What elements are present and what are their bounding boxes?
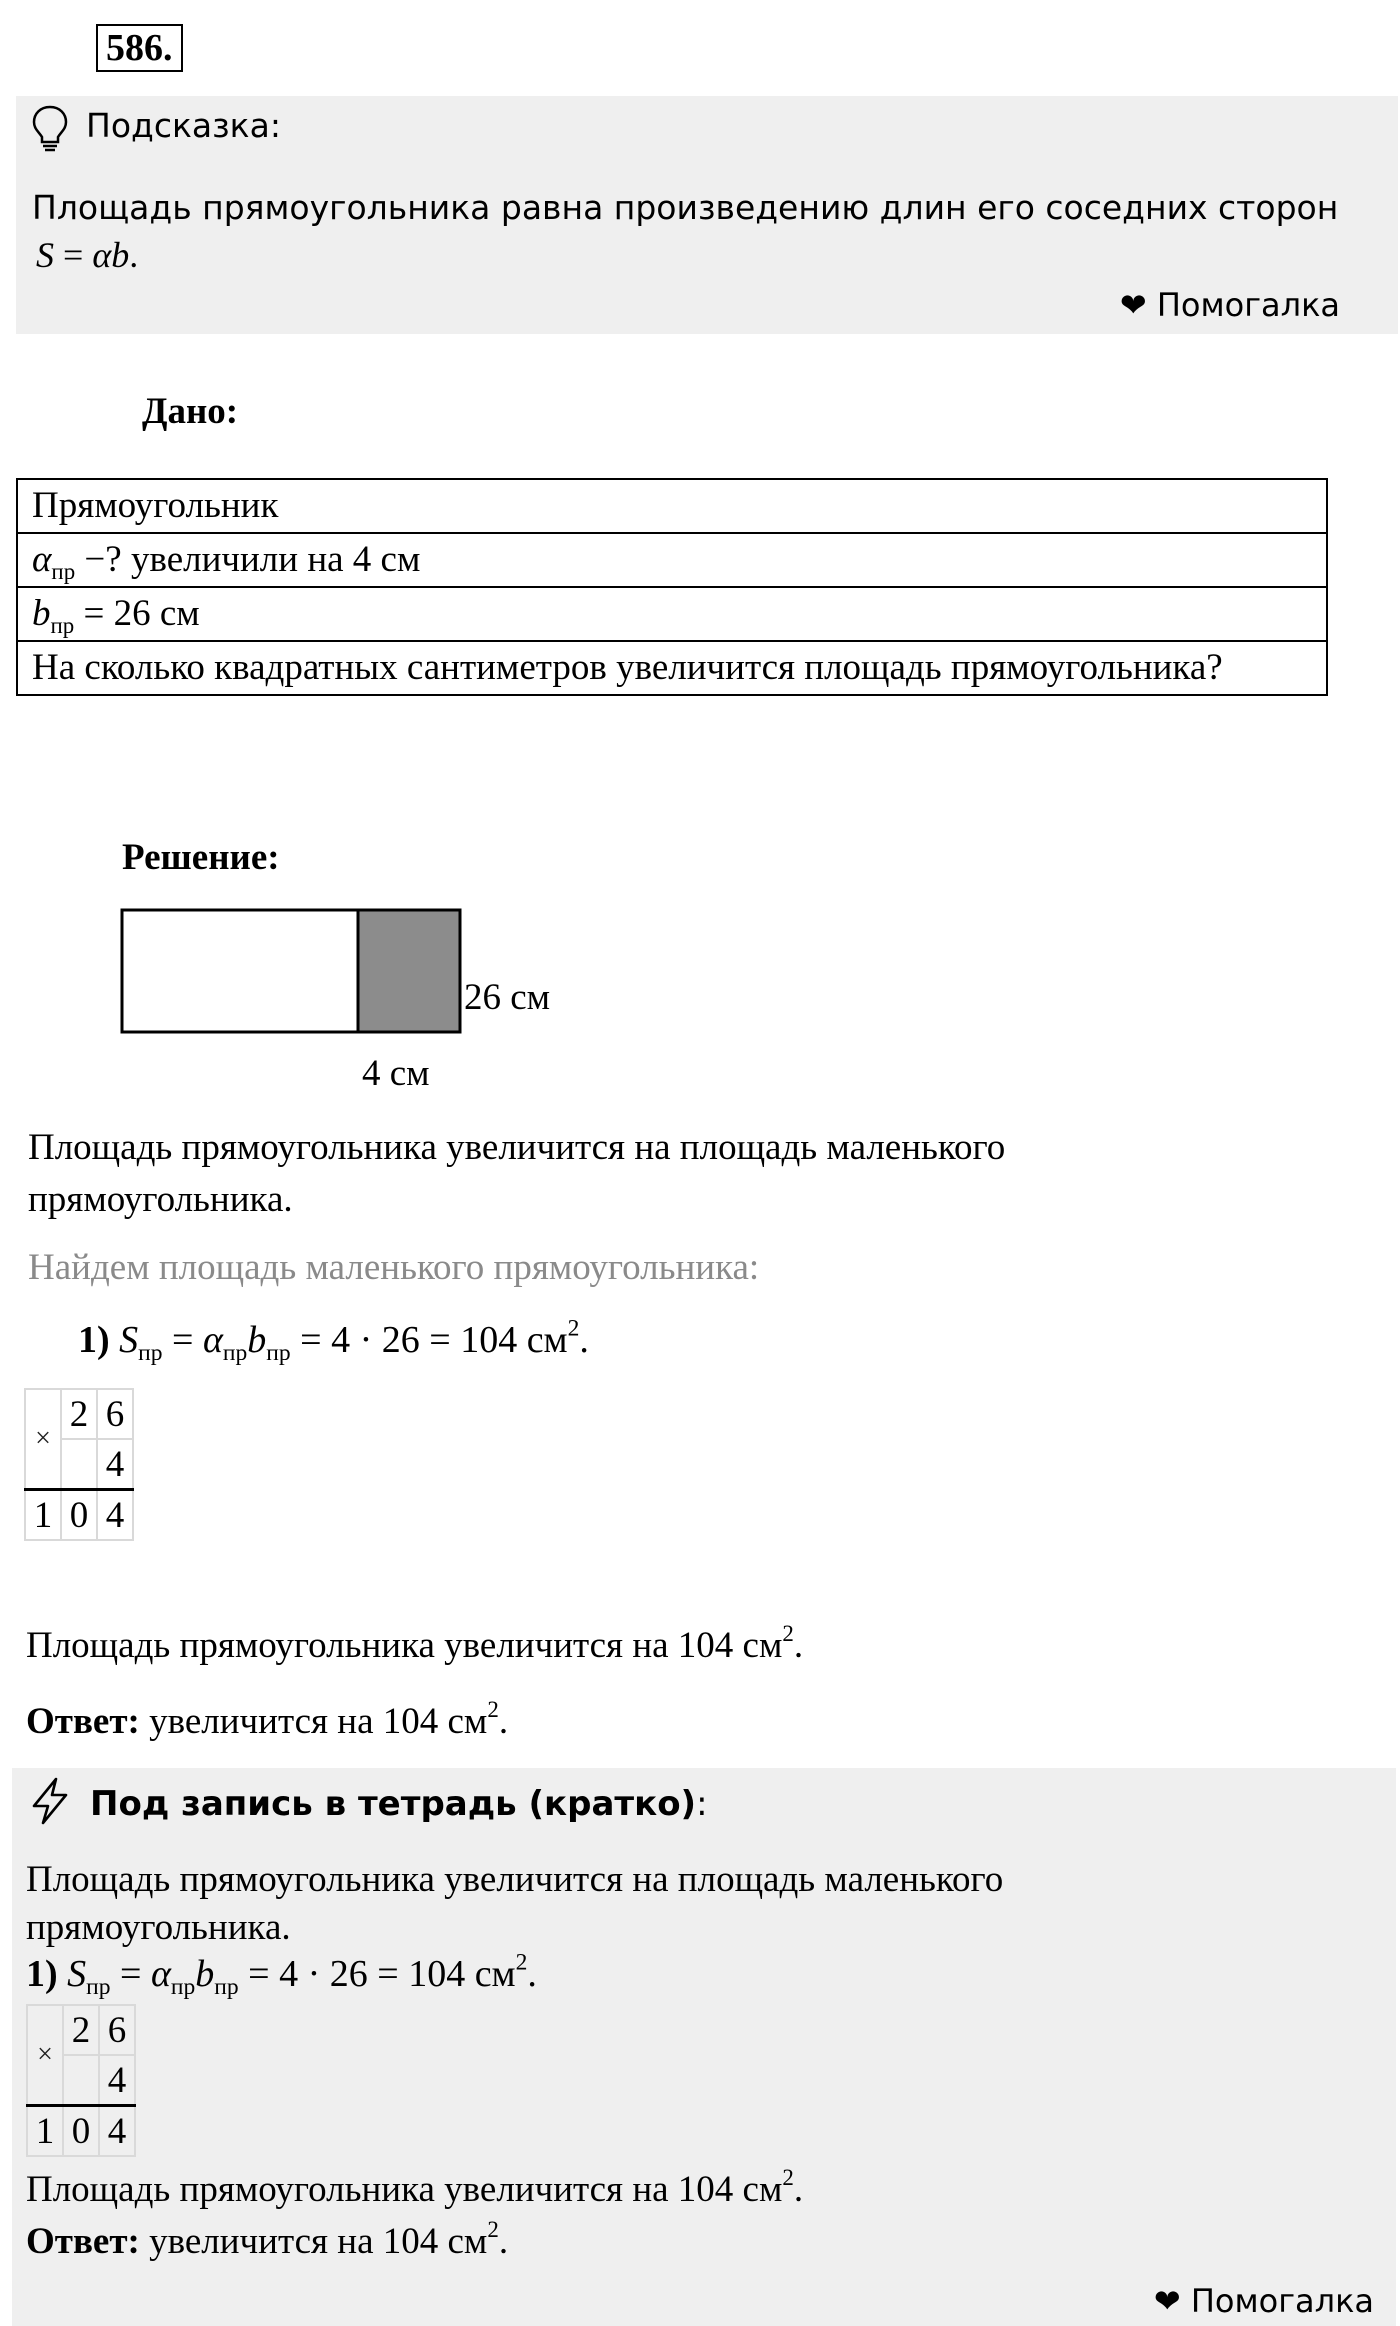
given-text: −? увеличили на 4 см [75,539,421,580]
given-symbol: b [32,593,51,634]
result-sup: 2 [782,1620,794,1646]
step-sub: пр [86,1974,111,2001]
formula-ab: αb [92,235,130,275]
answer-text: увеличится на 104 см [139,2221,488,2262]
given-cell [17,587,1327,641]
mult-cell: 0 [63,2106,99,2157]
step-calc: = 4 · 26 = 104 см [238,1953,516,1995]
step-sub: пр [214,1974,239,2001]
mult-cell: 2 [63,2005,99,2055]
formula-eq: = [54,235,93,275]
side-b-label: 26 см [464,977,551,1018]
result-text: Площадь прямоугольника увеличится на 104 см [26,1625,783,1666]
solution-subheading: Найдем площадь маленького прямоугольника: [28,1247,760,1288]
given-row [17,587,1327,641]
mult-cell: 2 [61,1389,97,1439]
step-number: 1) [26,1953,58,1995]
notebook-title [90,1784,708,1824]
solution-text: Площадь прямоугольника увеличится на площадь маленького прямоугольника. [28,1127,1006,1220]
credit-label: Помогалка [1156,286,1340,324]
result-end: . [793,2169,804,2210]
mult-row [25,1389,133,1439]
formula-end: . [129,235,139,275]
step-calc: = 4 · 26 = 104 см [290,1319,568,1361]
step-s: S [119,1319,139,1361]
notebook-step [26,1949,537,2001]
step-end: . [527,1953,537,1995]
mult-result-row [27,2106,135,2157]
mult-cell: 1 [27,2106,63,2157]
solution-answer [26,1696,509,1743]
notebook-text: Площадь прямоугольника увеличится на площадь маленького прямоугольника. [26,1859,1004,1948]
step-sub: пр [266,1340,291,1367]
given-text: = 26 см [74,593,200,634]
lightbulb-icon [30,104,70,152]
formula-s: S [36,235,54,275]
column-multiplication [26,2004,136,2157]
big-rectangle [122,910,358,1032]
given-heading: Дано: [142,391,239,432]
task-number: 586. [96,24,183,72]
solution-result [26,1620,804,1667]
step-end: . [579,1319,589,1361]
mult-result-row [25,1490,133,1541]
mult-row [27,2005,135,2055]
mult-cell: 4 [97,1439,133,1490]
answer-end: . [498,2221,509,2262]
step-sub: пр [138,1340,163,1367]
answer-end: . [498,1701,509,1742]
rectangle-diagram [120,906,466,1036]
answer-label: Ответ: [26,2221,140,2262]
given-table [16,478,1328,696]
mult-cell [61,1439,97,1490]
mult-cell: 6 [97,1389,133,1439]
mult-cell [63,2055,99,2106]
step-sup: 2 [567,1315,580,1342]
answer-sup: 2 [487,1696,499,1722]
solution-heading: Решение: [122,837,280,878]
given-row [17,479,1327,533]
credit-label: Помогалка [1190,2282,1374,2320]
step-sup: 2 [515,1949,528,1976]
step-eq: = [110,1953,151,1995]
hint-title: Подсказка: [86,106,281,145]
step-a: α [150,1953,171,1995]
notebook-result [26,2164,804,2211]
mult-cell: 0 [61,1490,97,1541]
given-cell: На сколько квадратных сантиметров увеличится площадь прямоугольника? [17,641,1327,695]
notebook-credit[interactable] [1154,2282,1374,2320]
notebook-answer [26,2216,509,2263]
hint-text: Площадь прямоугольника равна произведению длин его соседних сторон [32,188,1339,227]
step-b: b [247,1319,267,1361]
given-row [17,533,1327,587]
answer-sup: 2 [487,2216,499,2242]
step-eq: = [162,1319,203,1361]
result-sup: 2 [782,2164,794,2190]
step-b: b [195,1953,215,1995]
answer-label: Ответ: [26,1701,140,1742]
notebook-title-text: Под запись в тетрадь (кратко) [90,1784,697,1824]
lightning-icon [28,1776,72,1826]
given-cell [17,533,1327,587]
step-sub: пр [222,1340,248,1367]
column-multiplication [24,1388,134,1541]
result-end: . [793,1625,804,1666]
mult-cell: 4 [99,2106,135,2157]
multiply-sign: × [27,2005,63,2106]
heart-icon: ❤ [1153,2282,1181,2320]
small-rectangle [358,910,460,1032]
given-row [17,641,1327,695]
step-number: 1) [78,1319,110,1361]
given-cell: Прямоугольник [17,479,1327,533]
given-subscript: пр [51,559,76,585]
hint-credit[interactable] [1120,286,1340,324]
mult-cell: 4 [99,2055,135,2106]
side-a-label: 4 см [362,1053,430,1094]
step-a: α [202,1319,223,1361]
notebook-title-colon: : [696,1784,708,1824]
heart-icon: ❤ [1119,286,1147,324]
mult-cell: 4 [97,1490,133,1541]
answer-text: увеличится на 104 см [139,1701,488,1742]
mult-cell: 6 [99,2005,135,2055]
multiply-sign: × [25,1389,61,1490]
step-sub: пр [170,1974,196,2001]
mult-cell: 1 [25,1490,61,1541]
hint-formula [36,234,138,276]
step-s: S [67,1953,87,1995]
solution-step [78,1315,589,1367]
given-subscript: пр [50,613,75,639]
given-symbol: α [32,539,52,580]
result-text: Площадь прямоугольника увеличится на 104 см [26,2169,783,2210]
